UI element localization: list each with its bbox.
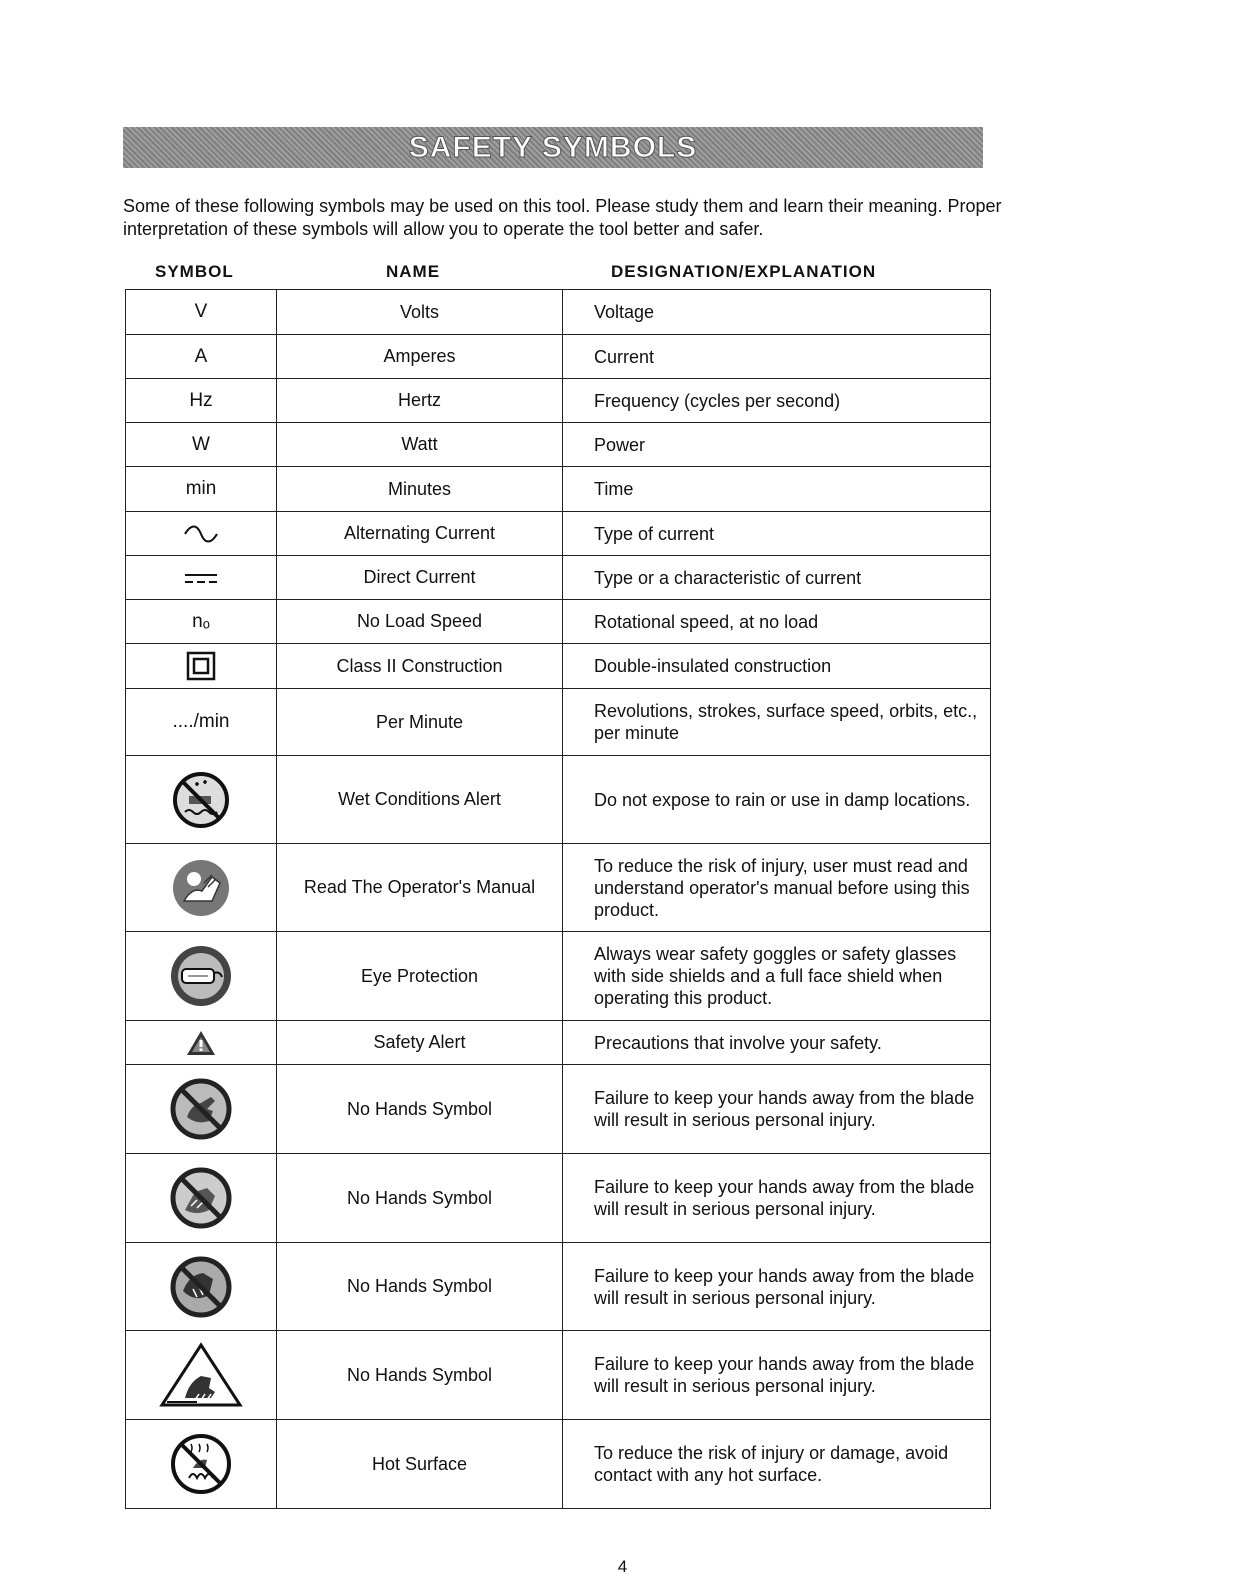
description-cell: Voltage [563,290,991,335]
intro-paragraph: Some of these following symbols may be used on this tool. Please study them and learn their meaning. Proper interpretation of these symbols will allow you to operate the tool better and safer. [123,196,1002,239]
symbol-text: A [194,345,208,367]
read-manual-icon [170,857,232,919]
symbol-cell [126,844,277,932]
table-row [126,1243,991,1331]
hot-surface-icon [169,1432,233,1496]
name-cell: Per Minute [277,689,563,756]
symbol-text: min [185,478,217,499]
symbol-cell [126,1420,277,1509]
header-name: NAME [386,262,441,281]
name-cell: Hertz [277,379,563,423]
table-row [126,689,991,756]
symbol-cell [126,1065,277,1154]
symbol-text: V [194,301,208,322]
table-row [126,467,991,512]
table-row [126,1154,991,1243]
name-cell: Minutes [277,467,563,512]
page-number: 4 [617,1557,628,1576]
table-row [126,932,991,1021]
no-hands-icon [169,1077,233,1141]
description-cell: To reduce the risk of injury or damage, avoid contact with any hot surface. [563,1420,991,1509]
symbol-text: ..../min [172,711,230,732]
name-cell: Volts [277,290,563,335]
table-row [126,512,991,556]
table-row [126,423,991,467]
description-cell: Double-insulated construction [563,644,991,689]
name-cell: No Hands Symbol [277,1331,563,1420]
symbol-cell [126,467,277,512]
table-headers [123,262,993,284]
no-hands-triangle-icon [159,1342,243,1408]
symbols-table [125,289,991,1509]
no-load-speed-icon: nₒ [192,610,210,632]
table-row [126,756,991,844]
symbol-cell [126,423,277,467]
symbol-text: Hz [189,389,213,411]
table-row [126,1420,991,1509]
symbol-cell [126,689,277,756]
name-cell: Alternating Current [277,512,563,556]
description-cell: Power [563,423,991,467]
name-cell: No Hands Symbol [277,1243,563,1331]
description-cell: Time [563,467,991,512]
name-cell: Wet Conditions Alert [277,756,563,844]
header-symbol: SYMBOL [155,262,234,281]
symbol-cell [126,379,277,423]
description-cell: Failure to keep your hands away from the blade will result in serious personal injury. [563,1065,991,1154]
description-cell: Rotational speed, at no load [563,600,991,644]
description-cell: Failure to keep your hands away from the blade will result in serious personal injury. [563,1243,991,1331]
header-designation: DESIGNATION/EXPLANATION [611,262,877,281]
description-cell: To reduce the risk of injury, user must read and understand operator's manual before using this product. [563,844,991,932]
description-cell: Revolutions, strokes, surface speed, orbits, etc., per minute [563,689,991,756]
name-cell: Class II Construction [277,644,563,689]
no-hands-icon [169,1166,233,1230]
table-row [126,644,991,689]
description-cell: Failure to keep your hands away from the blade will result in serious personal injury. [563,1331,991,1420]
table-row [126,844,991,932]
name-cell: Amperes [277,335,563,379]
eye-protection-icon [168,943,234,1009]
description-cell: Type of current [563,512,991,556]
safety-alert-icon [186,1030,216,1056]
description-cell: Precautions that involve your safety. [563,1021,991,1065]
symbol-cell [126,335,277,379]
symbol-cell [126,932,277,1021]
description-cell: Always wear safety goggles or safety glasses with side shields and a full face shield when operating this product. [563,932,991,1021]
title-banner [123,127,983,168]
table-row [126,1021,991,1065]
table-row [126,1331,991,1420]
symbol-cell [126,756,277,844]
direct-current-icon [181,569,221,587]
table-row [126,556,991,600]
description-cell: Type or a characteristic of current [563,556,991,600]
name-cell: Eye Protection [277,932,563,1021]
description-cell: Failure to keep your hands away from the blade will result in serious personal injury. [563,1154,991,1243]
symbol-cell [126,1243,277,1331]
symbol-cell [126,600,277,644]
name-cell: Watt [277,423,563,467]
symbol-cell [126,1154,277,1243]
symbol-cell [126,290,277,335]
table-row [126,290,991,335]
symbol-cell [126,644,277,689]
symbol-cell [126,1021,277,1065]
name-cell: Direct Current [277,556,563,600]
symbol-cell [126,512,277,556]
symbol-cell [126,556,277,600]
name-cell: No Load Speed [277,600,563,644]
name-cell: Read The Operator's Manual [277,844,563,932]
double-square-icon [186,651,216,681]
no-hands-icon [169,1255,233,1319]
table-row [126,1065,991,1154]
symbol-cell [126,1331,277,1420]
table-row [126,335,991,379]
symbol-text: W [192,433,210,455]
description-cell: Do not expose to rain or use in damp locations. [563,756,991,844]
table-row [126,379,991,423]
description-cell: Current [563,335,991,379]
table-row [126,600,991,644]
name-cell: No Hands Symbol [277,1065,563,1154]
alternating-current-icon [181,522,221,546]
name-cell: No Hands Symbol [277,1154,563,1243]
page-title: SAFETY SYMBOLS [408,130,698,164]
name-cell: Safety Alert [277,1021,563,1065]
wet-conditions-icon [171,770,231,830]
description-cell: Frequency (cycles per second) [563,379,991,423]
name-cell: Hot Surface [277,1420,563,1509]
